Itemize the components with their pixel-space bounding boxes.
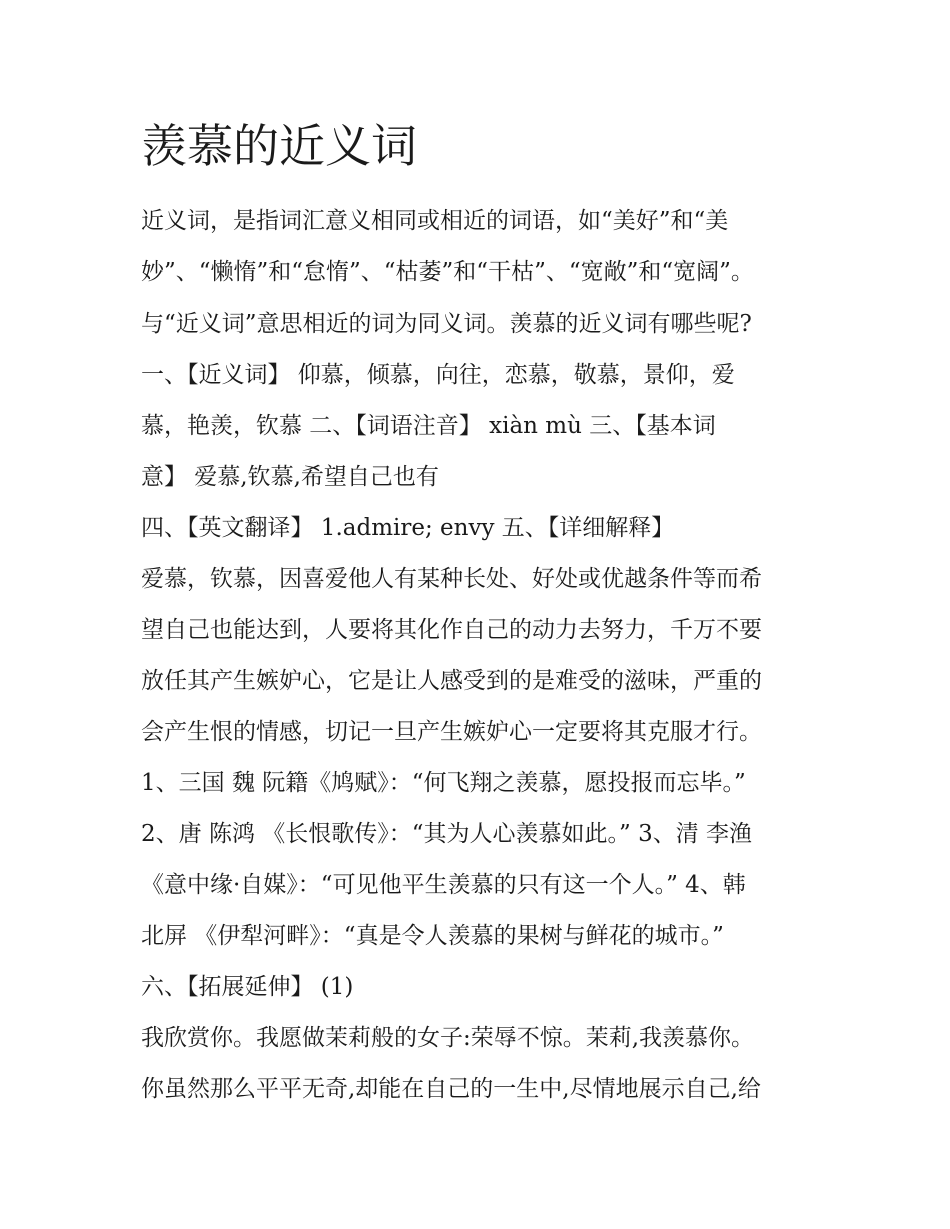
paragraph-line: 与“近义词”意思相近的词为同义词。羡慕的近义词有哪些呢?	[141, 311, 752, 337]
paragraph-line: 望自己也能达到，人要将其化作自己的动力去努力，千万不要	[141, 617, 762, 643]
paragraph-line: 《意中缘·自媒》：“可见他平生羡慕的只有这一个人。” 4、韩	[141, 872, 746, 898]
paragraph-line: 我欣赏你。我愿做茉莉般的女子:荣辱不惊。茉莉,我羡慕你。	[141, 1025, 755, 1051]
paragraph-line: 意】 爱慕,钦慕,希望自己也有	[141, 464, 439, 490]
paragraph-line: 近义词，是指词汇意义相同或相近的词语，如“美好”和“美	[141, 208, 729, 234]
paragraph-line: 爱慕，钦慕，因喜爱他人有某种长处、好处或优越条件等而希	[141, 566, 762, 592]
paragraph-line: 妙”、“懒惰”和“怠惰”、“枯萎”和“干枯”、“宽敞”和“宽阔”。	[141, 259, 754, 285]
paragraph-line: 四、【英文翻译】 1.admire; envy 五、【详细解释】	[141, 515, 675, 541]
paragraph-line: 1、三国 魏 阮籍《鸠赋》：“何飞翔之羡慕，愿投报而忘毕。”	[141, 770, 746, 796]
paragraph-line: 北屏 《伊犁河畔》：“真是令人羡慕的果树与鲜花的城市。”	[141, 923, 724, 949]
paragraph-line: 会产生恨的情感，切记一旦产生嫉妒心一定要将其克服才行。	[141, 719, 762, 745]
paragraph-line: 慕，艳羡，钦慕 二、【词语注音】 xiàn mù 三、【基本词	[141, 413, 716, 439]
paragraph-line: 一、【近义词】 仰慕，倾慕，向往，恋慕，敬慕，景仰，爱	[141, 362, 735, 388]
page-title: 羡慕的近义词	[141, 119, 417, 173]
paragraph-line: 你虽然那么平平无奇,却能在自己的一生中,尽情地展示自己,给	[141, 1076, 761, 1102]
paragraph-line: 六、【拓展延伸】 (1)	[141, 974, 354, 1000]
paragraph-line: 2、唐 陈鸿 《长恨歌传》：“其为人心羡慕如此。” 3、清 李渔	[141, 821, 753, 847]
paragraph-line: 放任其产生嫉妒心，它是让人感受到的是难受的滋味，严重的	[141, 668, 762, 694]
